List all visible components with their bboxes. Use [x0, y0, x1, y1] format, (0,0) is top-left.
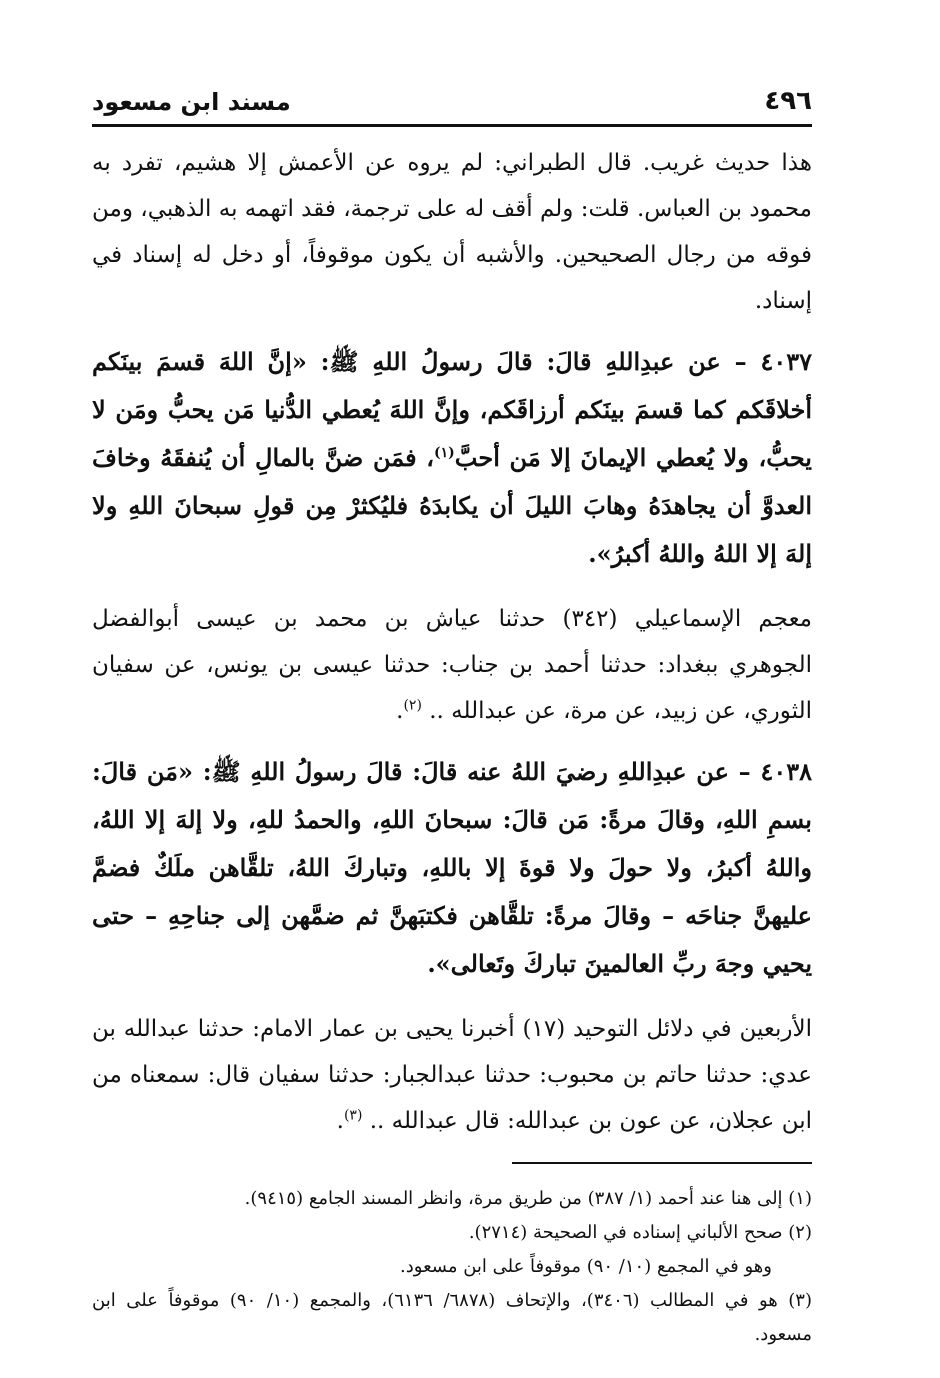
isnad-text: الأربعين في دلائل التوحيد (١٧) أخبرنا يحيى بن عمار الامام: حدثنا عبدالله بن عدي: حدثنا حاتم بن محبوب: حدثنا عبدالجبار: حدثنا سفيان قال: سمعناه من ابن عجلان، عن عون بن عبدالله: قال عبدالله .. — [92, 1016, 813, 1134]
hadith-4037 — [92, 338, 812, 578]
footnote-marker: (٢) — [403, 697, 422, 714]
commentary-paragraph: هذا حديث غريب. قال الطبراني: لم يروه عن الأعمش إلا هشيم، تفرد به محمود بن العباس. قلت: ولم أقف له على ترجمة، فقد اتهمه به الذهبي، ومن فوقه من رجال الصحيحين. والأشبه أن يكون موقوفاً، أو دخل له إسناد في إسناد. — [92, 150, 812, 314]
running-header — [92, 80, 812, 114]
book-page — [92, 80, 812, 1352]
footnote-marker: (٣) — [343, 1107, 363, 1124]
footnote-2-continued: وهو في المجمع (١٠/ ٩٠) موقوفاً على ابن مسعود. — [400, 1256, 772, 1277]
hadith-number: ٤٠٣٨ – — [738, 757, 813, 786]
hadith-text-continued: ، فمَن ضنَّ بالمالِ أن يُنفقَهُ وخافَ العدوَّ أن يجاهدَهُ وهابَ الليلَ أن يكابدَهُ فليُكثرْ مِن قولِ سبحانَ اللهِ ولا إلهَ إلا اللهُ واللهُ أكبرُ». — [92, 443, 812, 568]
footnote-3: (٣) هو في المطالب (٣٤٠٦)، والإتحاف (٦٨٧٨/ ٦١٣٦)، والمجمع (١٠/ ٩٠) موقوفاً على ابن مسعود. — [92, 1290, 812, 1345]
isnad-text: معجم الإسماعيلي (٣٤٢) حدثنا عياش بن محمد بن عيسى أبوالفضل الجوهري ببغداد: حدثنا أحمد بن جناب: حدثنا عيسى بن يونس، عن سفيان الثوري، عن زبيد، عن مرة، عن عبدالله .. — [92, 606, 812, 724]
footnote-1: (١) إلى هنا عند أحمد (١/ ٣٨٧) من طريق مرة، وانظر المسند الجامع (٩٤١٥). — [244, 1188, 812, 1209]
header-rule — [92, 124, 812, 127]
page-number: ٤٩٦ — [764, 86, 812, 116]
hadith-text: عن عبدِاللهِ قالَ: قالَ رسولُ اللهِ ﷺ: «إنَّ اللهَ قسمَ بينَكم أخلاقَكم كما قسمَ بينَكم أرزاقَكم، وإنَّ اللهَ يُعطي الدُّنيا مَن يحبُّ ومَن لا يحبُّ، ولا يُعطي الإيمانَ إلا مَن أحبَّ — [92, 347, 812, 472]
book-title: مسند ابن مسعود — [92, 88, 291, 116]
footnote-marker: (١) — [434, 445, 455, 461]
hadith-text: عن عبدِاللهِ رضيَ اللهُ عنه قالَ: قالَ رسولُ اللهِ ﷺ: «مَن قالَ: بسمِ اللهِ، وقالَ مرةً: مَن قالَ: سبحانَ اللهِ، والحمدُ للهِ، ولا إلهَ إلا اللهُ، واللهُ أكبرُ، ولا حولَ ولا قوةَ إلا باللهِ، وتباركَ اللهُ، تلقَّاهن ملَكٌ فضمَّ عليهنَّ جناحَه – وقالَ مرةً: تلقَّاهن فكتبَهنَّ ثم ضمَّهن إلى جناحِهِ – حتى يحيي وجهَ ربِّ العالمينَ تباركَ وتَعالى». — [92, 757, 812, 978]
footnotes — [92, 1182, 812, 1352]
hadith-4038 — [92, 748, 812, 988]
isnad-paragraph: معجم الإسماعيلي (٣٤٢) حدثنا عياش بن محمد بن عيسى أبوالفضل الجوهري ببغداد: حدثنا أحمد بن جناب: حدثنا عيسى بن يونس، عن سفيان الثوري، عن زبيد، عن مرة، عن عبدالله .. $^{(٢)}$. — [92, 606, 812, 724]
footnote-2: (٢) صحح الألباني إسناده في الصحيحة (٢٧١٤). — [468, 1222, 812, 1243]
isnad-paragraph: الأربعين في دلائل التوحيد (١٧) أخبرنا يحيى بن عمار الامام: حدثنا عبدالله بن عدي: حدثنا حاتم بن محبوب: حدثنا عبدالجبار: حدثنا سفيان قال: سمعناه من ابن عجلان، عن عون بن عبدالله: قال عبدالله .. $^{(٣)}$. — [92, 1016, 813, 1134]
hadith-number: ٤٠٣٧ – — [734, 347, 812, 376]
footnote-separator — [512, 1162, 812, 1164]
